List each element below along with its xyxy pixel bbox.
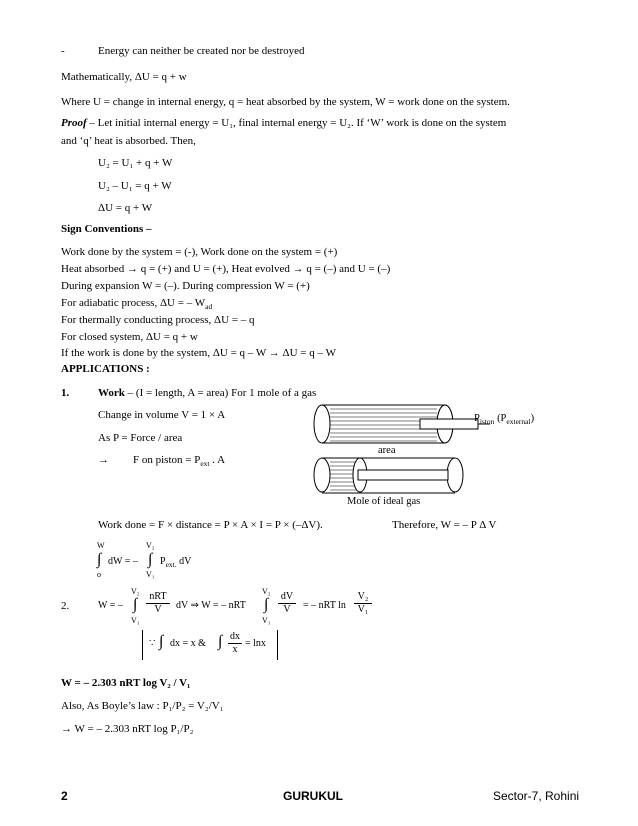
dx-equation: dx = x & <box>170 638 206 649</box>
int2-lower: V₁ <box>146 570 155 579</box>
sign-rule-work: Work done by the system = (-), Work done on the system = (+) <box>61 246 338 258</box>
pressure-definition: As P = Force / area <box>98 432 183 444</box>
since-symbol: ∵ <box>149 638 156 649</box>
volume-change: Change in volume V = 1 × A <box>98 409 226 421</box>
integral-sign-4: ∫ <box>264 596 269 613</box>
int2-body <box>160 556 191 568</box>
piston-ext: (P <box>494 413 507 424</box>
eq2-lower: V₁ <box>131 616 140 625</box>
proof-line <box>61 116 506 130</box>
integral-sign-1: ∫ <box>97 551 102 568</box>
eq2b-upper: V₂ <box>262 587 271 596</box>
piston-close: ) <box>530 413 535 424</box>
proof-text: – Let initial internal energy = U₁, final internal energy = U₂. If ‘W’ work is done on the system <box>86 117 507 129</box>
equation-3: ΔU = q + W <box>98 202 153 214</box>
therefore-equation: Therefore, W = – P Δ V <box>392 519 497 531</box>
proof-text-continued: and ‘q’ heat is absorbed. Then, <box>61 135 196 147</box>
force-end: . A <box>209 454 226 466</box>
eq2-upper: V₂ <box>131 587 140 596</box>
int2-sub: ext. <box>165 560 177 569</box>
sign-rule-heat: Heat absorbed → q = (+) and U = (+), Heat evolved → q = (–) and U = (–) <box>61 263 391 275</box>
integral-sign-3: ∫ <box>133 596 138 613</box>
piston-sub: iston <box>479 417 495 427</box>
equation-1: U₂ = U₁ + q + W <box>98 157 173 169</box>
item-number-2: 2. <box>61 600 70 612</box>
frac-num-dx: dx <box>230 631 240 642</box>
eq2-w: W = – <box>98 600 123 611</box>
fraction-dv-v <box>278 591 296 616</box>
frac-den-v: V <box>146 603 170 616</box>
sign-conventions-heading: Sign Conventions – <box>61 223 152 235</box>
int2-p: P <box>160 556 166 567</box>
applications-heading: APPLICATIONS : <box>61 363 150 375</box>
piston-diagram <box>300 400 600 512</box>
piston-rod-bottom <box>358 470 448 480</box>
fraction-v2-v1 <box>354 591 372 616</box>
int1-body: dW = – <box>108 556 138 567</box>
int1-upper: W <box>97 541 105 550</box>
item-number-1: 1. <box>61 387 70 399</box>
bullet-dash: - <box>61 45 65 57</box>
integral-sign-2: ∫ <box>148 551 153 568</box>
fraction-dx-x <box>228 631 242 656</box>
lnx-text: = lnx <box>245 638 266 649</box>
integral-sign-5: ∫ <box>159 633 164 650</box>
adiabatic-subscript: ad <box>205 302 213 312</box>
integral-sign-6: ∫ <box>218 633 223 650</box>
math-statement: Mathematically, ΔU = q + w <box>61 71 187 83</box>
page-number: 2 <box>61 789 68 803</box>
piston-p: P <box>474 413 480 424</box>
force-text: F on piston = P <box>133 454 201 466</box>
int1-lower: o <box>97 570 101 579</box>
boyle-law: Also, As Boyle’s law : P₁/P₂ = V₂/V₁ <box>61 700 224 712</box>
frac-den-v2: V <box>278 603 296 616</box>
int2-upper: V₂ <box>146 541 155 550</box>
force-subscript: ext <box>200 459 210 469</box>
sign-rule-adiabatic <box>61 296 212 310</box>
frac-num-v2: V₂ <box>357 591 369 602</box>
eq2-ln: = – nRT ln <box>303 600 346 611</box>
fraction-nrt-v <box>146 591 170 616</box>
mole-label: Mole of ideal gas <box>347 496 421 507</box>
sign-rule-work-by-system: If the work is done by the system, ΔU = q – W → ΔU = q – W <box>61 347 336 359</box>
force-on-piston <box>133 453 225 467</box>
proof-label: Proof <box>61 117 87 129</box>
adiabatic-text: For adiabatic process, ΔU = – W <box>61 297 206 309</box>
piston-ext-sub: external <box>506 417 531 427</box>
work-done-equation: Work done = F × distance = P × A × I = P × (–ΔV). <box>98 519 323 531</box>
piston-label <box>474 412 534 426</box>
frac-num-nrt: nRT <box>149 591 167 602</box>
eq2-middle: dV ⇒ W = – nRT <box>176 600 246 611</box>
footer-right: Sector-7, Rohini <box>493 789 580 803</box>
definition-line: Where U = change in internal energy, q = heat absorbed by the system, W = work done on the system. <box>61 96 510 108</box>
piston-rod-top <box>420 419 478 429</box>
equation-2: U₂ – U₁ = q + W <box>98 180 172 192</box>
eq2b-lower: V₁ <box>262 616 271 625</box>
sign-rule-conducting: For thermally conducting process, ΔU = – q <box>61 314 255 326</box>
top-cylinder <box>314 405 490 443</box>
arrow-symbol: → <box>98 454 109 466</box>
work-heading-line <box>98 386 316 400</box>
bottom-cylinder <box>314 458 463 493</box>
work-rest: – (I = length, A = area) For 1 mole of a gas <box>124 387 317 399</box>
footer-center: GURUKUL <box>283 789 343 803</box>
area-label: area <box>378 445 396 456</box>
result-equation: W = – 2.303 nRT log V₂ / V₁ <box>61 677 191 689</box>
frac-den-v1: V₁ <box>354 603 372 616</box>
sign-rule-closed: For closed system, ΔU = q + w <box>61 331 198 343</box>
final-equation: → W = – 2.303 nRT log P₁/P₂ <box>61 723 194 735</box>
energy-statement: Energy can neither be created nor be destroyed <box>98 45 305 57</box>
sign-rule-expansion: During expansion W = (–). During compression W = (+) <box>61 280 310 292</box>
frac-den-x: x <box>228 643 242 656</box>
work-title: Work <box>98 387 125 399</box>
frac-num-dv: dV <box>280 591 294 602</box>
int2-end: dV <box>176 556 192 567</box>
